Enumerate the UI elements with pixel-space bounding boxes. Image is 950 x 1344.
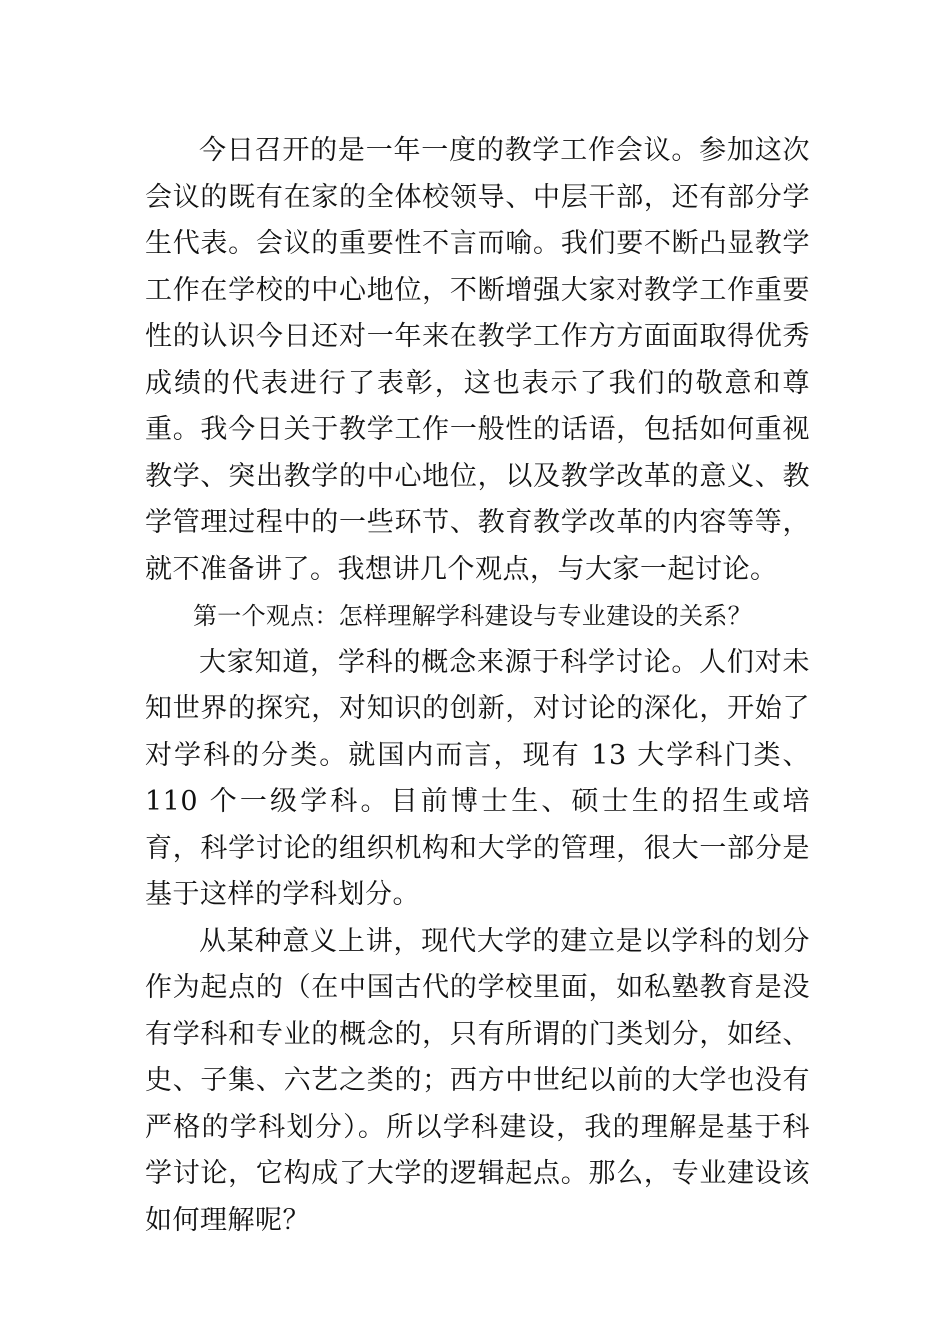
paragraph-opening: 今日召开的是一年一度的教学工作会议。参加这次会议的既有在家的全体校领导、中层干部，还有部分学生代表。会议的重要性不言而喻。我们要不断凸显教学工作在学校的中心地位，不断增强大家对教学工作重要性的认识今日还对一年来在教学工作方方面面取得优秀成绩的代表进行了表彰，这也表示了我们的敬意和尊重。我今日关于教学工作一般性的话语，包括如何重视教学、突出教学的中心地位，以及教学改革的意义、教学管理过程中的一些环节、教育教学改革的内容等等，就不准备讲了。我想讲几个观点，与大家一起讨论。: [145, 135, 810, 585]
paragraph-discipline-concept: 大家知道，学科的概念来源于科学讨论。人们对未知世界的探究，对知识的创新，对讨论的深化，开始了对学科的分类。就国内而言，现有 13 大学科门类、110 个一级学科。目前博士生、硕士生的招生或培育，科学讨论的组织机构和大学的管理，很大一部分是基于这样的学科划分。: [145, 646, 810, 910]
paragraph-university-origin: 从某种意义上讲，现代大学的建立是以学科的划分作为起点的（在中国古代的学校里面，如私塾教育是没有学科和专业的概念的，只有所谓的门类划分，如经、史、子集、六艺之类的；西方中世纪以前的大学也没有严格的学科划分）。所以学科建设，我的理解是基于科学讨论，它构成了大学的逻辑起点。那么，专业建设该如何理解呢？: [145, 925, 810, 1236]
paragraph-first-viewpoint-heading: 第一个观点：怎样理解学科建设与专业建设的关系？: [193, 602, 752, 630]
document-body: [145, 128, 810, 1244]
